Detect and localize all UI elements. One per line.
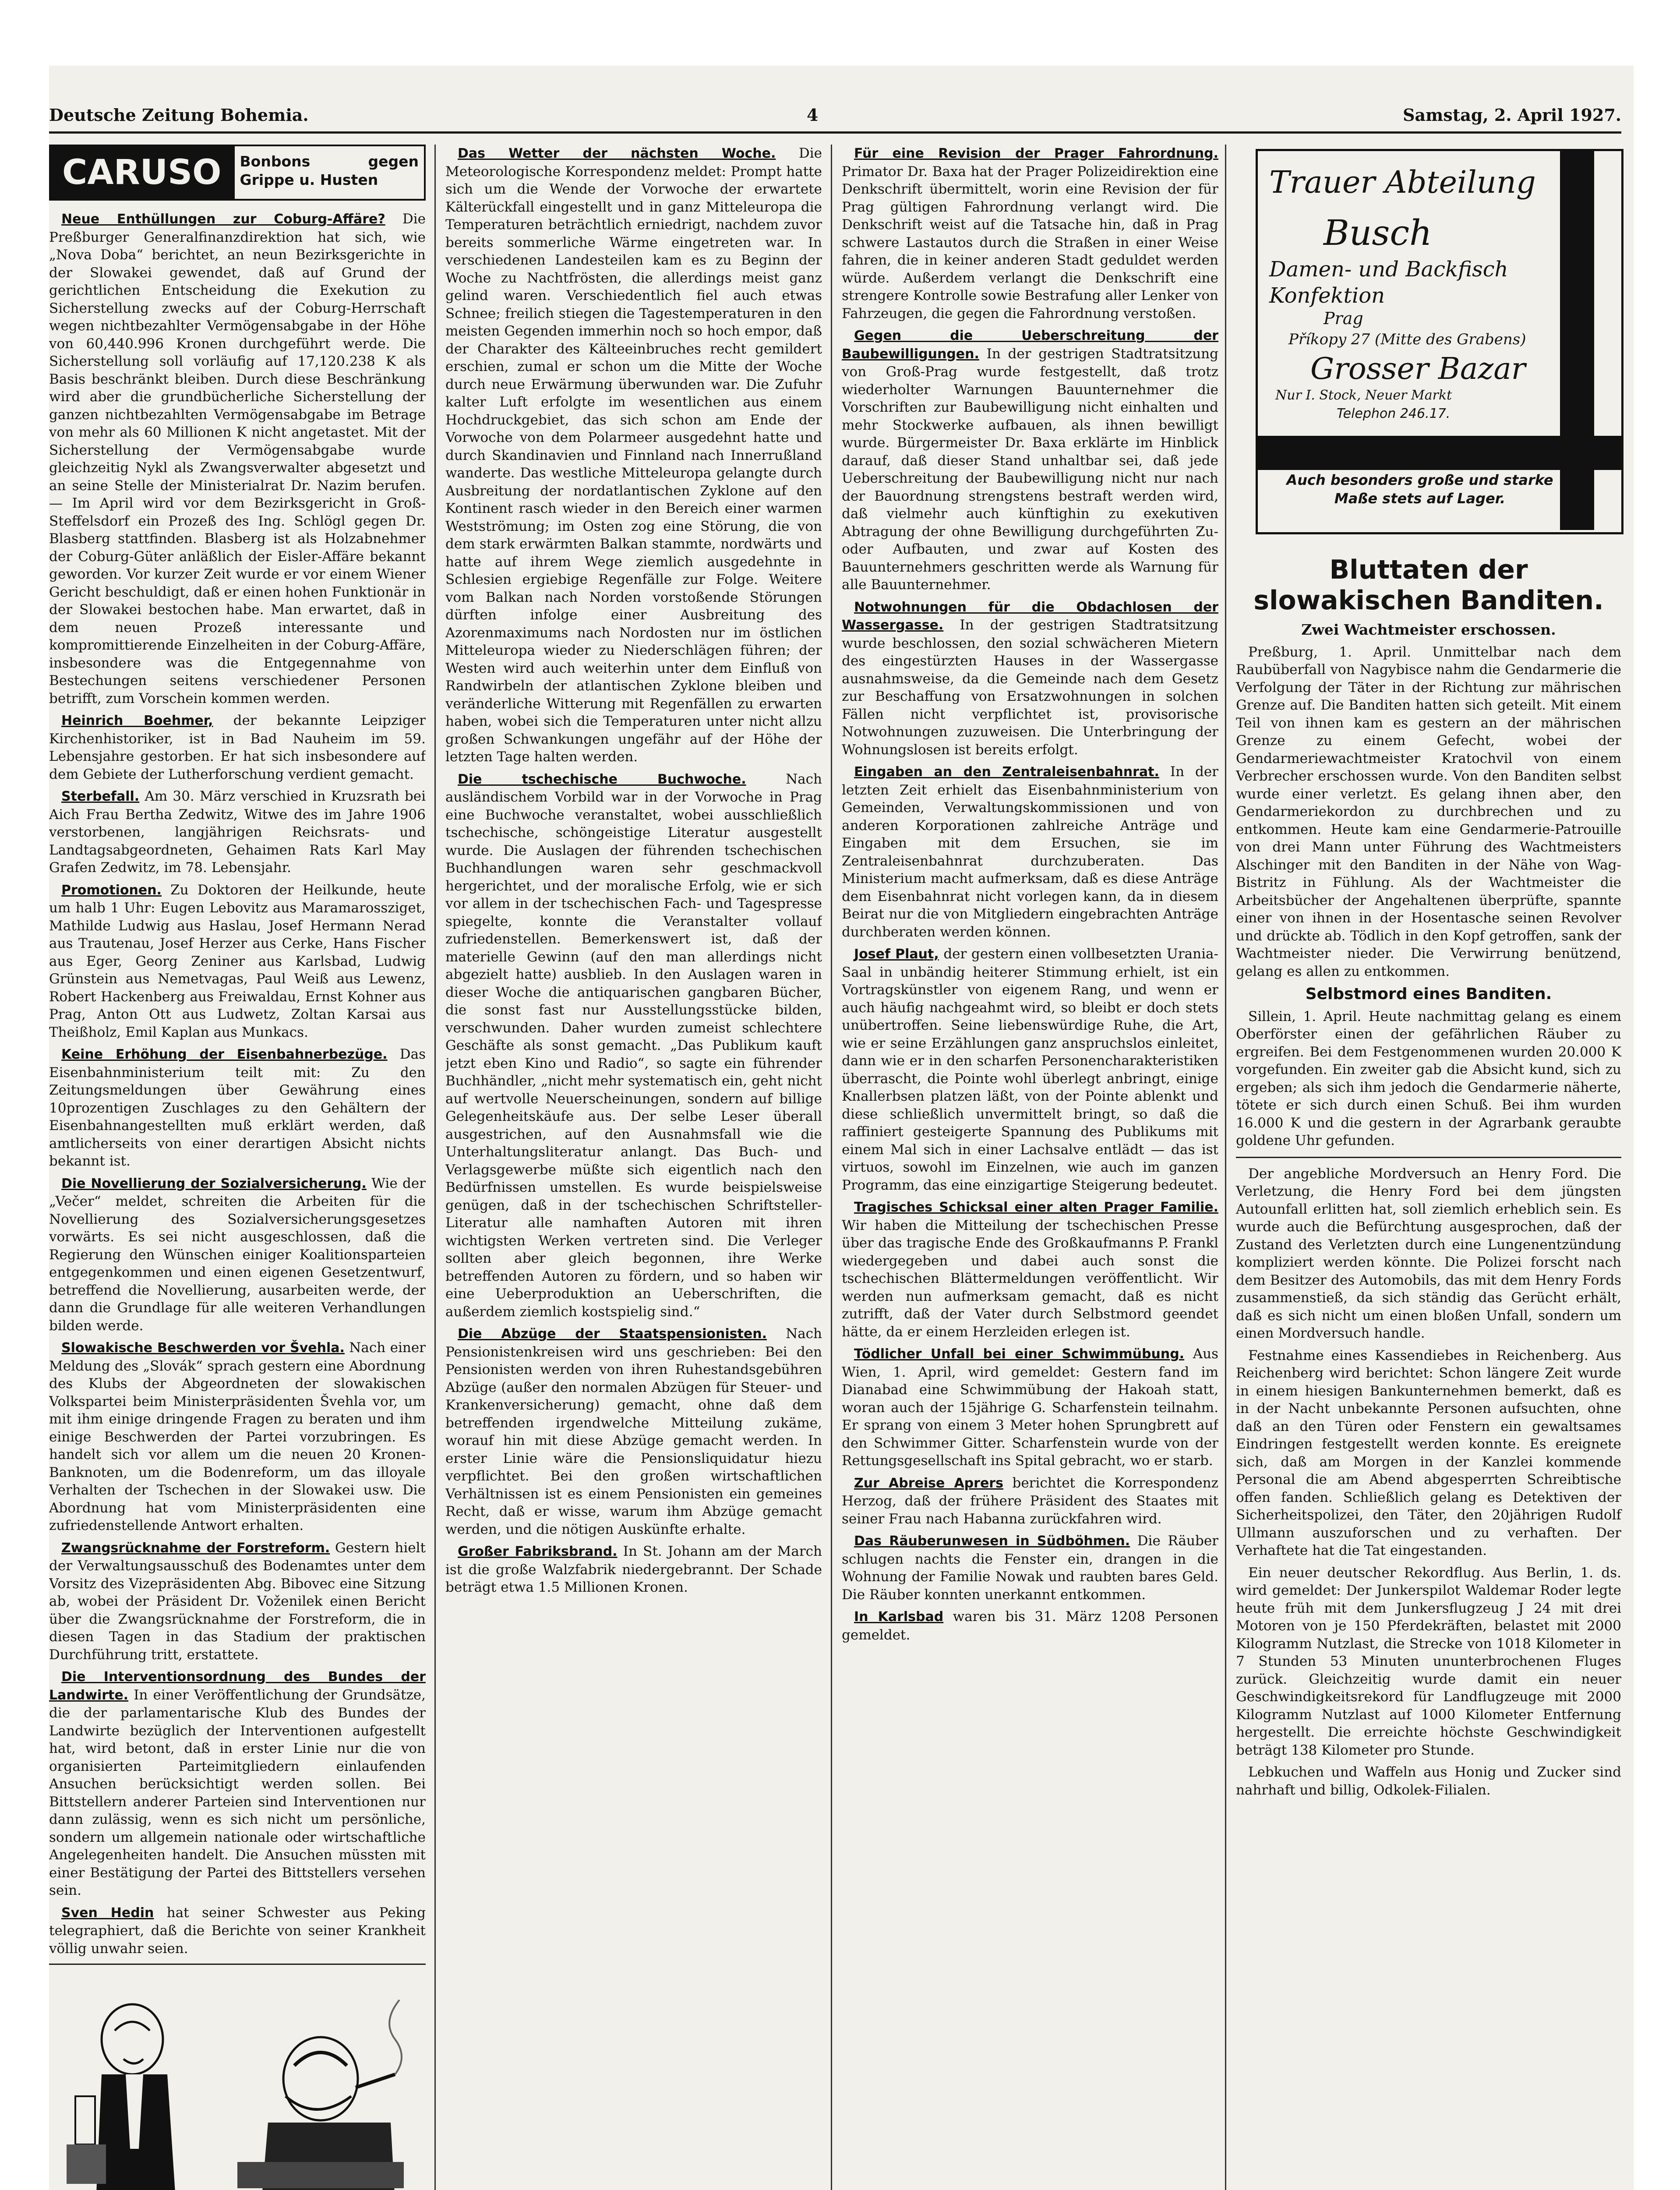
cartoon-illustration (49, 1965, 426, 2190)
article-zentraleisenbahnrat (842, 763, 1218, 941)
column-divider (1225, 145, 1226, 2190)
article-kicker: Großer Fabriksbrand. (458, 1544, 618, 1559)
article-kicker: Zur Abreise Aprers (854, 1475, 1003, 1491)
article-buchwoche (445, 770, 822, 1321)
ad-cross-horizontal (1258, 436, 1621, 470)
headline-banditen: Bluttaten der slowakischen Banditen. (1253, 555, 1604, 616)
article-kicker: Für eine Revision der Prager Fahrordnung. (854, 146, 1218, 161)
cartoon (49, 1964, 426, 2190)
article-fabriksbrand (445, 1543, 822, 1597)
article-text: Wie der „Večer“ meldet, schreiten die Arbeiten für die Novellierung des Sozialversicherungsgesetzes vorwärts. Es sei nicht ausgeschlossen, daß die Regierung den Wünschen einiger Koalitionsparteien entgegenkommen und einen eigenen Gesetzentwurf, betreffend die Novellierung, ausarbeiten werde, der dann die Grundlage für alle weiteren Verhandlungen bilden werde. (49, 1175, 426, 1334)
article-kicker: Lebkuchen und Waffeln (1248, 1764, 1416, 1780)
article-text: Nach Pensionistenkreisen wird uns geschrieben: Bei den Pensionisten werden von ihren Ruhestandsgebühren Abzüge (außer den normalen Abzügen für Steuer- und Krankenversicherung) gemacht, ohne daß dem betreffenden irgendwelche Mitteilung zukäme, worauf hin mit diese Abzüge gemacht werden. In erster Linie wäre die Pensionsliquidatur hiezu verpflichtet. Bei den großen wirtschaftlichen Verhältnissen ist es einem Pensionisten ein gemeines Recht, daß er wisse, warum ihm Abzüge gemacht werden, und die nötigen Auskünfte erhalte. (445, 1326, 822, 1537)
article-kicker: Ein neuer deutscher Rekordflug. (1248, 1565, 1485, 1581)
ad-line-5: Příkopy 27 (Mitte des Grabens) (1288, 331, 1526, 348)
article-aprers (842, 1474, 1218, 1528)
article-kicker: Das Wetter der nächsten Woche. (458, 146, 776, 161)
article-kicker: Die Abzüge der Staatspensionisten. (458, 1326, 767, 1342)
article-text: Am 30. März verschied in Kruzsrath bei Aich Frau Bertha Zedwitz, Witwe des im Jahre 1906 verstorbenen, langjährigen Reichsrats- und Landtagsabgeordneten, Gehaimen Rats Karl May Grafen Zedwitz, im 78. Lebensjahr. (49, 788, 426, 876)
article-reichenberg (1236, 1347, 1621, 1560)
article-kicker: Eingaben an den Zentraleisenbahnrat. (854, 764, 1159, 780)
article-eisenbahner (49, 1046, 426, 1170)
ad-line-3: Damen- und Backfisch Konfektion (1269, 257, 1508, 308)
newspaper-name: Deutsche Zeitung Bohemia. (49, 105, 309, 125)
article-landwirte (49, 1668, 426, 1900)
article-baubewilligungen (842, 327, 1218, 594)
article-kicker: Gegen die Ueberschreitung der Baubewilligungen. (842, 328, 1218, 362)
article-schwimmuebung (842, 1345, 1218, 1470)
article-text: In der gestrigen Stadtratsitzung wurde beschlossen, den sozial schwächeren Mietern des eingestürzten Hauses in der Wassergasse ausnahmsweise, da die Gemeinde nach dem Gesetz zur Beschaffung von Ersatzwohnungen in solchen Fällen nicht verpflichtet ist, provisorische Notwohnungen zuzuweisen. Die Unterbringung der Wohnungslosen ist bereits erfolgt. (842, 617, 1218, 758)
column-3 (842, 145, 1218, 2190)
article-henry-ford (1236, 1165, 1621, 1342)
article-text: Wir haben die Mitteilung der tschechischen Presse über das tragische Ende des Großkaufmanns P. Frankl wiedergegeben und dabei auch sonst die tschechischen Blättermeldungen veröffentlicht. Wir werden nun aufmerksam gemacht, daß es nicht zutrifft, daß der Vater durch Selbstmord geendet hätte, da er einem Herzleiden erlegen ist. (842, 1217, 1218, 1340)
article-rekordflug (1236, 1564, 1621, 1759)
article-kicker: Promotionen. (61, 882, 162, 898)
article-wetter (445, 145, 822, 766)
article-kicker: Das Räuberunwesen in Südböhmen. (854, 1533, 1130, 1549)
article-sterbefall (49, 788, 426, 877)
article-text: Nach einer Meldung des „Slovák“ sprach gestern eine Abordnung des Klubs der Abgeordneten der slowakischen Volkspartei beim Ministerpräsidenten Švehla vor, um mit ihm einige dringende Fragen zu beraten und ihm einige Beschwerden der Partei vorzubringen. Es handelt sich vor allem um die neuen 20 Kronen-Banknoten, um die Bodenreform, um das illoyale Verhalten der Tschechen in der Slowakei usw. Die Abordnung hat vom Ministerpräsidenten eine zufriedenstellende Antwort erhalten. (49, 1340, 426, 1533)
ad-line-6: Grosser Bazar (1310, 352, 1526, 386)
article-karlsbad (842, 1608, 1218, 1644)
article-kicker: Festnahme eines Kassendiebes in Reichenberg. (1248, 1347, 1588, 1363)
article-sven-hedin (49, 1904, 426, 1958)
article-fahrordnung (842, 145, 1218, 322)
column-4 (1236, 552, 1621, 1803)
article-notwohnungen (842, 598, 1218, 759)
article-kicker: Sven Hedin (61, 1905, 154, 1921)
ad-line-7: Nur I. Stock, Neuer Markt (1275, 388, 1452, 403)
article-text: Aus Reichenberg wird berichtet: Schon längere Zeit wurde in einem hiesigen Bankunternehmen bemerkt, daß es in der Nacht unbekannte Personen aufsuchten, ohne daß an den Türen oder Fenstern ein gewaltsames Eindringen festgestellt werden konnte. Es ereignete sich, daß am Morgen in der Kanzlei kommende Personal die am Abend abgesperrten Schreibtische offen fanden. Schließlich gelang es Detektiven der Sicherheitspolizei, den Täter, den 20jährigen Rudolf Ullmann auszuforschen und zu verhaften. Der Verhaftete hat die Tat eingestanden. (1236, 1347, 1622, 1558)
article-kicker: Die Interventionsordnung des Bundes der Landwirte. (49, 1669, 426, 1703)
article-text: In St. Johann am der March ist die große Walzfabrik niedergebrannt. Der Schade beträgt etwa 1.5 Millionen Kronen. (445, 1544, 822, 1595)
article-sozialversicherung (49, 1175, 426, 1335)
article-text: der bekannte Leipziger Kirchenhistoriker, ist in Bad Nauheim im 59. Lebensjahre gestorben. Er hat sich insbesondere auf dem Gebiete der Lutherforschung verdient gemacht. (49, 713, 426, 782)
newspaper-page (49, 66, 1634, 2190)
article-text: Nach ausländischem Vorbild war in der Vorwoche in Prag eine Buchwoche veranstaltet, wobei ausschließlich tschechische, schöngeistige Literatur ausgestellt wurde. Die Auslagen der führenden tschechischen Buchhandlungen waren sehr geschmackvoll hergerichtet, und der moralische Erfolg, wie er sich vor allem in der tschechischen Fach- und Tagespresse spiegelte, konnte die Veranstalter vollauf zufriedenstellen. Bemerkenswert ist, daß der materielle Gewinn (auf den man allerdings nicht abgezielt hatte) ausblieb. In den Auslagen waren in dieser Woche die antiquarischen gangbaren Bücher, die sonst fast nur Ausstellungsstücke bilden, verschwunden. Daher wurden zumeist schlechtere Geschäfte als sonst gemacht. „Das Publikum kauft jetzt eben Kino und Radio“, so sagte ein führender Buchhändler, „nicht mehr systematisch ein, geht nicht auf wertvolle Neuerscheinungen, sondern auf billige Gelegenheitskäufe aus. Der selbe Leser überall ausgestrichen, auf den Ausnahmsfall wie die Unterhaltungsliteratur anlangt. Das Buch- und Verlagsgewerbe müßte sich eigentlich nach den Bedürfnissen umstellen. Es wurde beispielsweise genügen, daß in der tschechischen Schriftsteller-Literatur alle namhaften Autoren mit ihren wichtigsten Werken vertreten sind. Die Verleger sollten aber gleich begonnen, ihre Werke betreffenden Autoren zu fördern, und so haben wir eine Ueberproduktion an Ueberschriften, die außerdem ziemlich kostspielig sind.“ (445, 771, 822, 1320)
article-text: hat seiner Schwester aus Peking telegraphiert, daß die Berichte von seiner Krankheit völlig unwahr seien. (49, 1904, 426, 1957)
article-kicker: Josef Plaut, (854, 947, 939, 962)
article-svehla (49, 1339, 426, 1535)
article-text: waren bis 31. März 1208 Personen gemeldet. (842, 1609, 1218, 1643)
article-kicker: Der angebliche Mordversuch an Henry Ford. (1248, 1166, 1588, 1182)
article-promotionen (49, 881, 426, 1042)
article-kicker: In Karlsbad (854, 1609, 944, 1625)
article-text: Die Meteorologische Korrespondenz meldet: Prompt hatte sich um die Wende der Vorwoche der erwartete Kälterückfall eingestellt und in ganz Mitteleuropa die Temperaturen beträchtlich erniedrigt, nachdem zuvor bereits sommerliche Wärme eingetreten war. In verschiedenen Landesteilen kam es zu Beginn der Woche zu Nachtfrösten, die allerdings meist ganz gelind waren. Verschiedentlich fiel auch etwas Schnee; freilich stiegen die Tagestemperaturen in den meisten Gegenden immerhin noch so hoch empor, daß der Charakter des Kälteeinbruches recht gemildert erschien, zumal er schon um die Mitte der Woche durch neue Erwärmung überwunden war. Die Zufuhr kalter Luft erfolgte im wesentlichen aus einem Hochdruckgebiet, das sich schon am Ende der Vorwoche von dem Polarmeer ausgedehnt hatte und durch Skandinavien und Finnland nach Innerrußland wanderte. Das westliche Mitteleuropa gelangte durch Ausbreitung der nordatlantischen Zyklone auf den Kontinent rasch wieder in den Bereich einer warmen Westströmung; im Osten zog eine Störung, die von dem stark erwärmten Balkan stammte, nordwärts und hatte auf ihrem Wege ziemlich ausgedehnte in Schlesien ergiebige Regenfälle zur Folge. Weitere vom Balkan nach Norden vorstoßende Störungen dürften infolge einer Ausbreitung des Azorenmaximums nach Nordosten nur im östlichen Mitteleuropa wieder zu Niederschlägen führen; der Westen wird auch weiterhin unter dem Einfluß von Randwirbeln der atlantischen Zyklone bleiben und veränderliche Witterung mit Regenfällen zu erwarten haben, wobei sich die Temperaturen unter nicht allzu großen Schwankungen ungefähr auf der Höhe der letzten Tage halten werden. (445, 145, 822, 765)
article-prager-familie (842, 1198, 1218, 1341)
article-forstreform (49, 1539, 426, 1664)
article-kicker: Tragisches Schicksal einer alten Prager Familie. (854, 1200, 1218, 1215)
column-divider (831, 145, 832, 2190)
section-head-selbstmord: Selbstmord eines Banditen. (1305, 985, 1552, 1003)
busch-advertisement (1256, 149, 1624, 534)
article-coburg (49, 210, 426, 707)
article-kicker: Neue Enthüllungen zur Coburg-Affäre? (61, 212, 385, 227)
article-kicker: Zwangsrücknahme der Forstreform. (61, 1540, 330, 1556)
article-kicker: Sterbefall. (61, 789, 140, 804)
issue-date: Samstag, 2. April 1927. (1403, 105, 1621, 125)
article-kicker: Die tschechische Buchwoche. (458, 771, 746, 787)
article-kicker: Die Novellierung der Sozialversicherung. (61, 1176, 367, 1191)
header-rule (49, 131, 1621, 134)
article-pensionisten (445, 1325, 822, 1538)
article-text: der gestern einen vollbesetzten Urania-Saal in unbändig heiterer Stimmung erhielt, ist ein Vortragskünstler von eigenem Rang, und wenn er auch häufig nachgeahmt wird, so bleibt er doch stets unübertroffen. Seine liebenswürdige Ruhe, die Art, wie er seine Erzählungen ganz anspruchslos einleitet, dann wie er in den scharfen Personencharakteristiken überrascht, die Pointe wohl überlegt anbringt, einige Knallerbsen platzen läßt, von der Pointe ablenkt und diese schließlich unvermittelt bringt, so daß die raffiniert gesteigerte Spannung des Publikums mit einem Mal sich in einer Lachsalve entlädt — das ist virtuos, sowohl im Einzelnen, wie auch im ganzen Programm, das eine einzigartige Steigerung bedeutet. (842, 946, 1218, 1193)
caruso-advertisement (49, 145, 426, 201)
article-kicker: Tödlicher Unfall bei einer Schwimmübung. (854, 1346, 1185, 1362)
article-text: Gestern hielt der Verwaltungsausschuß des Bodenamtes unter dem Vorsitz des Vizepräsidenten Abg. Bibovec eine Sitzung ab, wobei der Präsident Dr. Voženilek einen Bericht über die Zwangsrücknahme der Forstreform, die in diesen Tagen in das Stadium der praktischen Durchführung tritt, erstattete. (49, 1540, 426, 1663)
article-text: In der letzten Zeit erhielt das Eisenbahnministerium von Gemeinden, Verwaltungskommissionen und von anderen Korporationen zahlreiche Anträge und Eingaben mit dem Ersuchen, sie im Zentraleisenbahnrat durchzuberaten. Das Ministerium macht aufmerksam, daß es diese Anträge dem Eisenbahnrat nicht vorlegen kann, da in diesem Beirat nur die von Mitgliedern eingebrachten Anträge durchberaten werden können. (842, 764, 1218, 940)
article-text: Zu Doktoren der Heilkunde, heute um halb 1 Uhr: Eugen Lebovitz aus Maramarossziget, Mathilde Ludwig aus Haslau, Josef Hermann Nerad aus Trautenau, Josef Herzer aus Cerke, Hans Fischer aus Eger, Georg Zeniner aus Karlsbad, Ludwig Grünstein aus Nemetvagas, Paul Weiß aus Lewenz, Robert Hackenberg aus Freiwaldau, Ernst Kohner aus Prag, Anton Ott aus Ludwetz, Zoltan Karsai aus Theißholz, Emil Kaplan aus Munkacs. (49, 882, 426, 1040)
article-kicker: Keine Erhöhung der Eisenbahnerbezüge. (61, 1047, 388, 1062)
article-text: Aus Berlin, 1. ds. wird gemeldet: Der Junkerspilot Waldemar Roder legte heute früh mit dem Junkersflugzeug J 24 mit drei Motoren von je 150 Pferdekräften, belastet mit 2000 Kilogramm Nutzlast, die Strecke von 1018 Kilometer in 7 Stunden 53 Minuten ununterbrochenen Fluges zurück. Gleichzeitig wurde damit ein neuer Geschwindigkeitsrekord für Landflugzeuge mit 2000 Kilogramm Nutzlast auf 1000 Kilometer Entfernung hergestellt. Die erreichte höchste Geschwindigkeit beträgt 138 Kilometer pro Stunde. (1236, 1565, 1621, 1758)
ad-line-2: Busch (1324, 212, 1432, 253)
column-divider (434, 145, 436, 2190)
subhead-wachtmeister: Zwei Wachtmeister erschossen. (1301, 621, 1556, 638)
caruso-brand: CARUSO (51, 146, 235, 199)
article-text: berichtet die Korrespondenz Herzog, daß der frühere Präsident des Staates mit seiner Frau nach Habanna zurückfahren wird. (842, 1475, 1218, 1527)
article-selbstmord: Sillein, 1. April. Heute nachmittag gelang es einem Oberförster einen der gefährlichen Räuber zu ergreifen. Bei dem Festgenommenen wurden 20.000 K vorgefunden. Ein zweiter gab die Absicht kund, sich zu ergeben; als sich ihm jedoch die Gendarmerie näherte, tötete er sich durch einen Schuß. Bei ihm wurden 16.000 K und die gestern in der Agrarbank geraubte goldene Uhr gefunden. (1236, 1008, 1621, 1148)
page-header (49, 96, 1634, 136)
article-kicker: Slowakische Beschwerden vor Švehla. (61, 1340, 345, 1356)
article-text: Aus Wien, 1. April, wird gemeldet: Gestern fand im Dianabad eine Schwimmübung der Hakoah statt, woran auch der 15jährige G. Scharfenstein teilnahm. Er sprang von einem 3 Meter hohen Sprungbrett auf den Schwimmer Gitter. Scharfenstein wurde von der Rettungsgesellschaft ins Spital gebracht, wo er starb. (842, 1346, 1218, 1469)
column-1 (49, 145, 426, 2190)
article-text: aus Honig und Zucker sind nahrhaft und billig, Odkolek-Filialen. (1236, 1764, 1622, 1798)
article-boehmer (49, 712, 426, 783)
article-text: In der gestrigen Stadtratsitzung von Groß-Prag wurde festgestellt, daß trotz wiederholter Warnungen Bauunternehmer die Vorschriften zur Baubewilligung nicht einhalten und mehr Stockwerke aufbauen, als ihnen bewilligt wurde. Bürgermeister Dr. Baxa erklärte im Hinblick darauf, daß dieser Stand unhaltbar sei, daß jede Ueberschreitung der Baubewilligung nicht nur nach der Bauordnung strengstens bestraft werden wird, daß vielmehr auch künftighin zu exekutiven Abtragung der ohne Bewilligung durchgeführten Zu- oder Aufbauten, und zwar auf Kosten des Bauunternehmers geschritten werde als Warnung für alle Bauunternehmer. (842, 346, 1218, 593)
article-raeuberunwesen (842, 1532, 1218, 1604)
article-text: Die Verletzung, die Henry Ford bei dem jüngsten Autounfall erlitten hat, soll ziemlich erheblich sein. Es wurde auch die Befürchtung ausgesprochen, daß der Zustand des Verletzten durch eine Lungenentzündung kompliziert werden könnte. Die Polizei forscht nach dem Besitzer des Automobils, das mit dem Henry Fords zusammenstieß, da sich ständig das Gerücht erhält, daß es sich nicht um einen bloßen Unfall, sondern um einen Mordversuch handle. (1236, 1166, 1621, 1341)
article-lebkuchen (1236, 1763, 1621, 1799)
ad-line-8: Telephon 246.17. (1337, 406, 1451, 421)
article-kicker: Heinrich Boehmer, (61, 713, 213, 728)
article-text: Primator Dr. Baxa hat der Prager Polizeidirektion eine Denkschrift übermittelt, worin eine Revision der für Prag gültigen Fahrordnung verlangt wird. Die Denkschrift weist auf die Tatsache hin, daß in Prag schwere Lastautos durch die Straßen in einer Weise fahren, die in keiner anderen Stadt geduldet werden würde. Außerdem verlangt die Denkschrift eine strengere Kontrolle sowie Bestrafung aller Lenker von Fahrzeugen, die gegen die Fahrordnung verstoßen. (842, 163, 1218, 321)
article-josef-plaut (842, 945, 1218, 1194)
column-2 (445, 145, 822, 2190)
ad-line-1: Trauer Abteilung (1269, 164, 1536, 200)
article-text: Das Eisenbahnministerium teilt mit: Zu den Zeitungsmeldungen über Gewährung eines 10prozentigen Zuschlages zu den Gehältern der Eisenbahnangestellten muß erklärt werden, daß amtlicherseits von einer derartigen Absicht nichts bekannt ist. (49, 1046, 426, 1169)
article-kicker: Notwohnungen für die Obdachlosen der Wassergasse. (842, 599, 1218, 633)
ad-line-4: Prag (1324, 309, 1363, 328)
article-banditen: Preßburg, 1. April. Unmittelbar nach dem Raubüberfall von Nagybisce nahm die Gendarmerie die Verfolgung der Täter in der Richtung zur mährischen Grenze auf. Die Banditen hatten sich geteilt. Mit einem Teil von ihnen kam es gestern an der mährischen Grenze zu einem Gefecht, wobei der Gendarmeriewachtmeister Kratochvil von einem Verbrecher erschossen wurde. Von den Banditen selbst wurde einer verletzt. Es gelang ihnen aber, den Gendarmeriekordon zu durchbrechen und zu entkommen. Heute kam eine Gendarmerie-Patrouille von drei Mann unter Führung des Wachtmeisters Alschinger mit den Banditen in der Nähe von Wag-Bistritz in Fühlung. Als der Wachtmeister die Arbeitsbücher der Angehaltenen überprüfte, spannte einer von ihnen in der Hosentasche seinen Revolver und drückte ab. Tödlich in den Kopf getroffen, sank der Wachtmeister nieder. Die Verwirrung benützend, gelang es allen zu entkommen. (1236, 644, 1621, 979)
ad-cross-vertical (1560, 151, 1594, 530)
article-text: In einer Veröffentlichung der Grundsätze, die der parlamentarische Klub des Bundes der Landwirte bezüglich der Interventionen aufgestellt hat, wird betont, daß in erster Linie nur die von organisierten Parteimitgliedern einlaufenden Ansuchen berücksichtigt werden sollen. Bei Bittstellern anderer Parteien sind Interventionen nur dann zulässig, wenn es sich nicht um persönliche, sondern um allgemein nationale oder wirtschaftliche Angelegenheiten handelt. Die Ansuchen müssten mit einer Bestätigung der Partei des Bittstellers versehen sein. (49, 1687, 426, 1898)
article-text: Die Räuber schlugen nachts die Fenster ein, drangen in die Wohnung der Familie Nowak und raubten bares Geld. Die Räuber konnten unerkannt entkommen. (842, 1533, 1218, 1603)
ad-line-9: Auch besonders große und starke Maße stets auf Lager. (1286, 472, 1553, 507)
page-number: 4 (807, 105, 819, 125)
section-divider (1236, 1157, 1621, 1158)
caruso-tagline: Bonbons gegen Grippe u. Husten (240, 153, 419, 188)
article-text: Die Preßburger Generalfinanzdirektion hat sich, wie „Nova Doba“ berichtet, an neun Bezirksgerichte in der Slowakei gewendet, daß auf Grund der gerichtlichen Entscheidung die Exekution zu Sicherstellung zwecks auf der Coburg-Herrschaft wegen nichtbezahlter Vermögensabgabe in der Höhe von 60,440.996 Kronen durchgeführt werde. Die Sicherstellung soll vorläufig auf 17,120.238 K als Basis beschränkt bleiben. Durch diese Beschränkung wird aber die grundbücherliche Sicherstellung der ganzen nichtbezahlten Vermögensabgabe im Betrage von mehr als 60 Millionen K nicht angetastet. Mit der Sicherstellung der Vermögensabgabe wurde gleichzeitig Nykl als Zwangsverwalter abgesetzt und an seine Stelle der Ministerialrat Dr. Nazim berufen. — Im April wird vor dem Bezirksgericht in Groß-Steffelsdorf ein Prozeß des Ing. Schlögl gegen Dr. Blasberg stattfinden. Blasberg ist als Holzabnehmer der Coburg-Güter anläßlich der Eisler-Affäre bekannt geworden. Vor kurzer Zeit wurde er vor einem Wiener Gericht beschuldigt, daß er einen hohen Funktionär in der Slowakei bestochen habe. Man erwartet, daß in dem neuen Prozeß interessante und kompromittierende Einzelheiten in der Coburg-Affäre, insbesondere was die Entgegennahme von Bestechungen seitens verschiedener Personen betrifft, zum Vorschein kommen werden. (49, 211, 426, 706)
